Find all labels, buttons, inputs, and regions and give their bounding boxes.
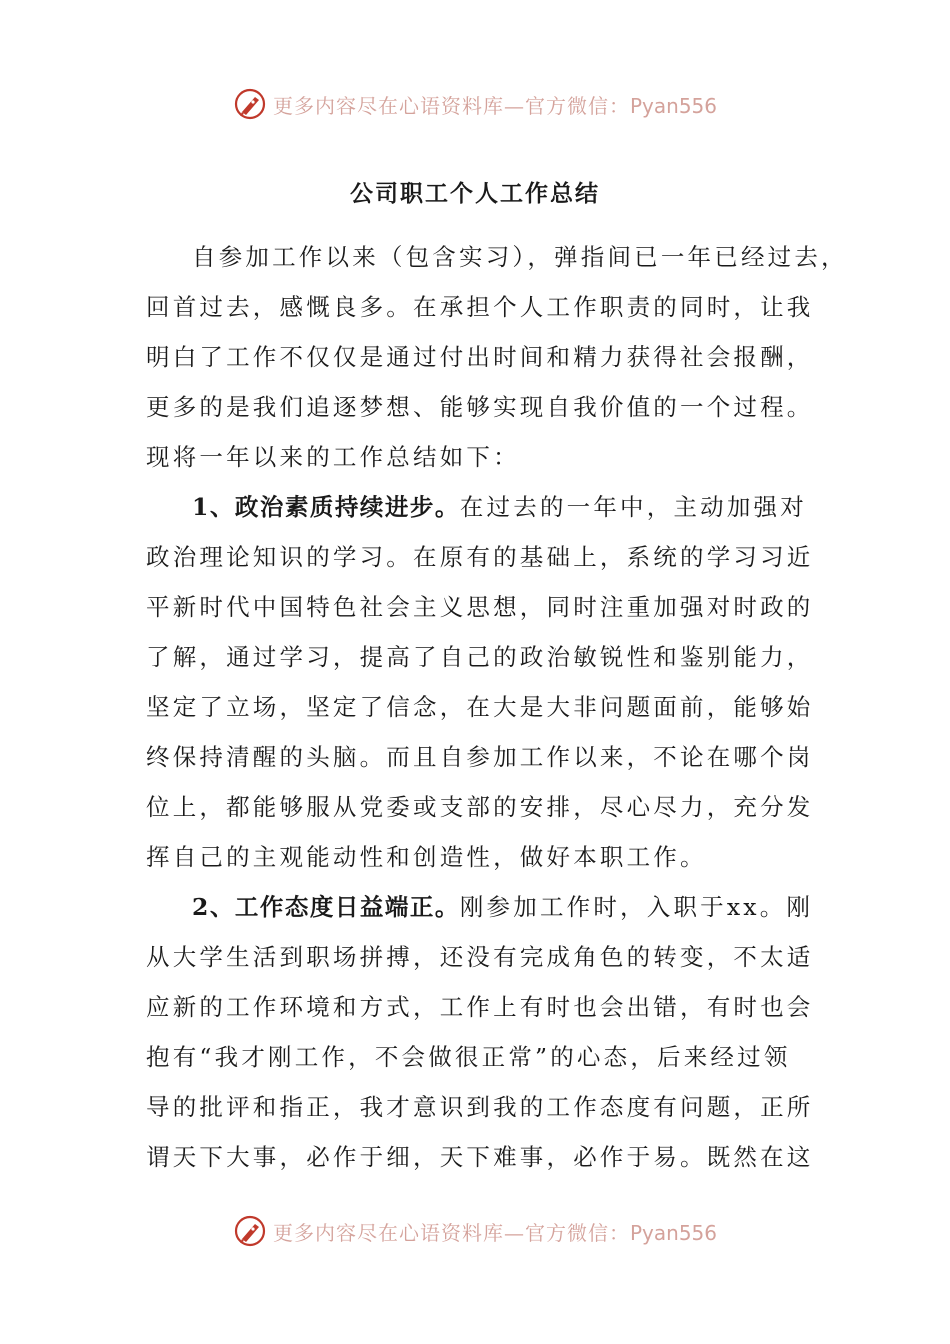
paragraph-line: 更多的是我们追逐梦想、能够实现自我价值的一个过程。 [146, 393, 814, 421]
pen-nib-logo-icon [233, 1214, 267, 1248]
section-heading: 2、工作态度日益端正。 [192, 893, 460, 921]
paragraph-line: 自参加工作以来（包含实习），弹指间已一年已经过去， [192, 243, 848, 271]
paragraph-line: 平新时代中国特色社会主义思想，同时注重加强对时政的 [146, 593, 814, 621]
paragraph-line: 位上，都能够服从党委或支部的安排，尽心尽力，充分发 [146, 793, 814, 821]
paragraph-line: 挥自己的主观能动性和创造性，做好本职工作。 [146, 843, 707, 871]
paragraph-line [146, 482, 818, 532]
paragraph-line: 现将一年以来的工作总结如下： [146, 443, 520, 471]
paragraph-line: 应新的工作环境和方式，工作上有时也会出错，有时也会 [146, 993, 814, 1021]
paragraph-line: 终保持清醒的头脑。而且自参加工作以来，不论在哪个岗 [146, 743, 814, 771]
banner-text: 更多内容尽在心语资料库—官方微信：Pyan556 [272, 1220, 717, 1245]
paragraph-line: 谓天下大事，必作于细，天下难事，必作于易。既然在这 [146, 1143, 814, 1171]
paragraph-line: 坚定了立场，坚定了信念，在大是大非问题面前，能够始 [146, 693, 814, 721]
document-body [146, 232, 848, 1182]
paragraph-line: 从大学生活到职场拼搏，还没有完成角色的转变，不太适 [146, 943, 814, 971]
paragraph-line: 明白了工作不仅仅是通过付出时间和精力获得社会报酬， [146, 343, 814, 371]
banner-text: 更多内容尽在心语资料库—官方微信：Pyan556 [272, 93, 717, 118]
paragraph-line: 政治理论知识的学习。在原有的基础上，系统的学习习近 [146, 543, 814, 571]
section-heading: 1、政治素质持续进步。 [192, 493, 460, 521]
paragraph-line: 了解，通过学习，提高了自己的政治敏锐性和鉴别能力， [146, 643, 814, 671]
paragraph-line [146, 882, 818, 932]
document-title: 公司职工个人工作总结 [350, 180, 600, 207]
footer-watermark-banner [0, 1211, 950, 1251]
header-watermark-banner [0, 84, 950, 124]
paragraph-line: 抱有“我才刚工作，不会做很正常”的心态，后来经过领 [146, 1043, 791, 1071]
paragraph-line: 导的批评和指正，我才意识到我的工作态度有问题，正所 [146, 1093, 814, 1121]
paragraph-text: 在过去的一年中，主动加强对 [459, 493, 807, 521]
paragraph-line: 回首过去，感慨良多。在承担个人工作职责的同时，让我 [146, 293, 814, 321]
pen-nib-logo-icon [233, 87, 267, 121]
paragraph-text: 刚参加工作时，入职于xx。刚 [459, 893, 814, 921]
